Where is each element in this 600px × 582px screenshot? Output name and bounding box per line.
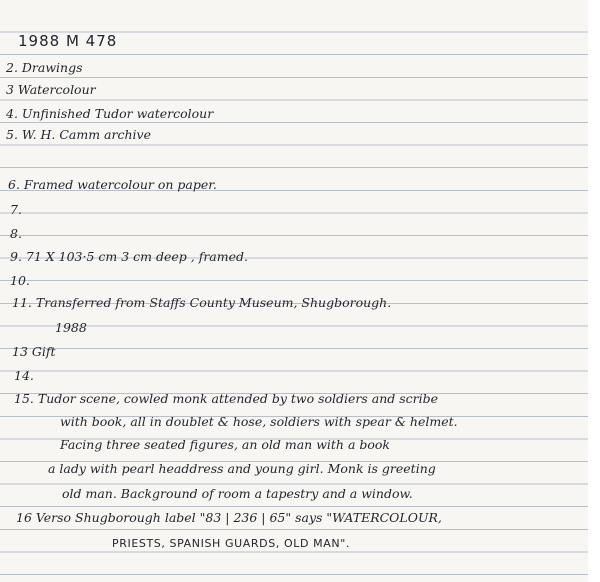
entry-line: 11. Transferred from Staffs County Museum, Shugborough.	[12, 295, 392, 310]
entry-line: 1988	[55, 320, 87, 335]
entry-line: Facing three seated figures, an old man with a book	[60, 437, 391, 452]
entry-line: 3 Watercolour	[6, 82, 96, 97]
entry-line: 6. Framed watercolour on paper.	[8, 177, 217, 192]
entry-line: a lady with pearl headdress and young girl. Monk is greeting	[48, 461, 436, 476]
entry-line: 9. 71 X 103·5 cm 3 cm deep , framed.	[10, 249, 248, 264]
entry-line: 10.	[10, 273, 30, 288]
entry-line: 14.	[14, 368, 34, 383]
accession-number: 1988 M 478	[18, 32, 118, 50]
entry-line: with book, all in doublet & hose, soldiers with spear & helmet.	[60, 414, 458, 429]
entry-line: 2. Drawings	[6, 60, 83, 75]
entry-line: 4. Unfinished Tudor watercolour	[6, 106, 214, 121]
entry-line: 16 Verso Shugborough label "83 | 236 | 65" says "WATERCOLOUR,	[16, 510, 442, 525]
entry-line: PRIESTS, SPANISH GUARDS, OLD MAN".	[112, 537, 350, 550]
entry-line: 13 Gift	[12, 344, 56, 359]
entry-line: 15. Tudor scene, cowled monk attended by two soldiers and scribe	[14, 391, 439, 406]
entry-line: old man. Background of room a tapestry and a window.	[62, 486, 413, 501]
page-edge	[588, 0, 600, 582]
entry-line: 7.	[10, 202, 22, 217]
entry-line: 5. W. H. Camm archive	[6, 127, 151, 142]
entry-line: 8.	[10, 226, 22, 241]
